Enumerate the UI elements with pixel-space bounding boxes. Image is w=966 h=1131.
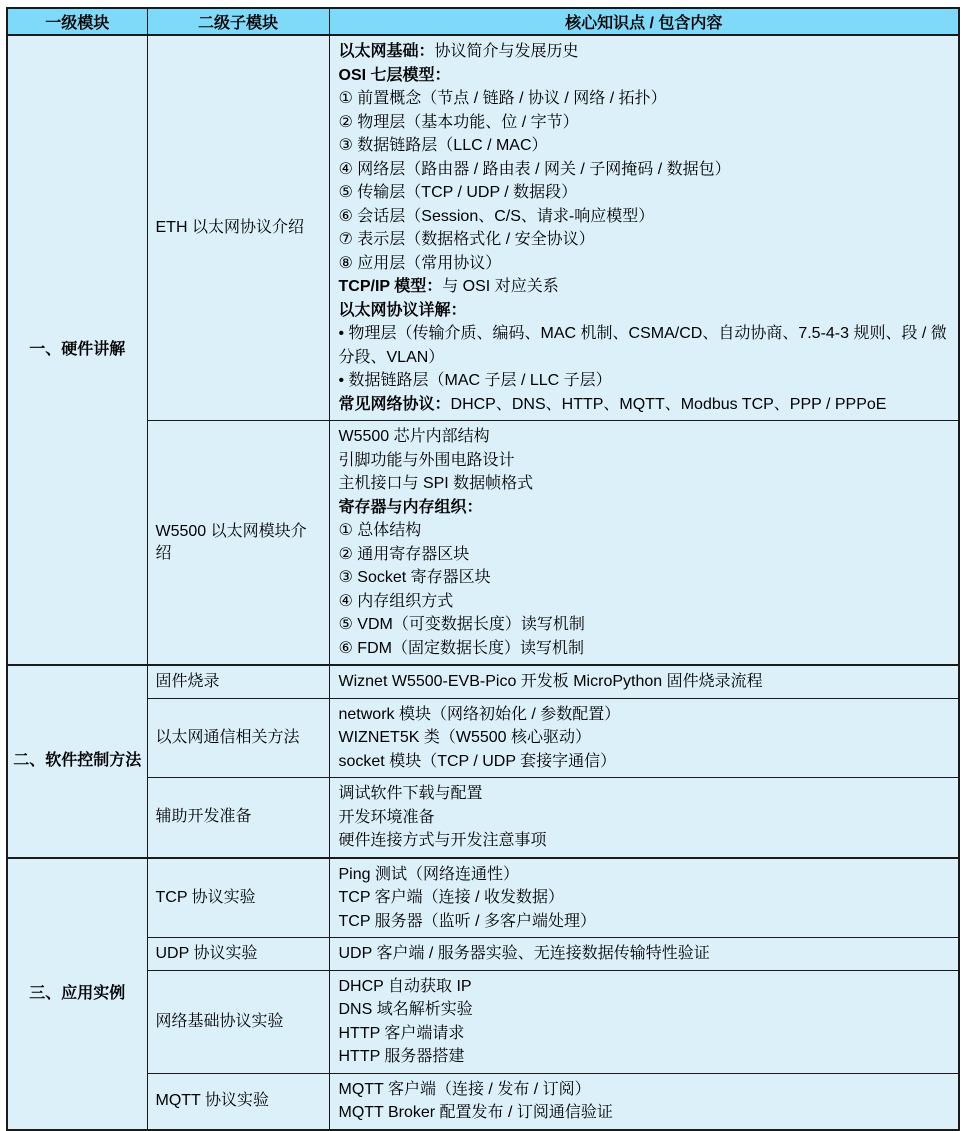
content-line: HTTP 客户端请求 [338, 1024, 465, 1042]
content-line: network 模块（网络初始化 / 参数配置） [338, 705, 621, 723]
content-line: DNS 域名解析实验 [338, 1001, 473, 1018]
content-line: 调试软件下载与配置 [338, 785, 483, 802]
content-line: W5500 芯片内部结构 [338, 428, 490, 445]
content-cell [329, 1073, 959, 1130]
content-line: ⑤ 传输层（TCP / UDP / 数据段） [338, 184, 578, 201]
content-cell [329, 970, 959, 1073]
content-line: ② 物理层（基本功能、位 / 字节） [338, 113, 579, 131]
content-cell [329, 665, 959, 698]
table-row [7, 665, 959, 698]
header-cell-submodule: 二级子模块 [147, 8, 329, 35]
table-row [7, 970, 959, 1073]
header-cell-content: 核心知识点 / 包含内容 [329, 8, 959, 35]
content-cell [329, 421, 959, 666]
module-cell: 二、软件控制方法 [7, 665, 147, 858]
module-cell: 三、应用实例 [7, 858, 147, 1130]
content-line: socket 模块（TCP / UDP 套接字通信） [338, 752, 617, 770]
content-line: ① 前置概念（节点 / 链路 / 协议 / 网络 / 拓扑） [338, 90, 667, 107]
content-cell [329, 698, 959, 778]
content-line: 以太网基础：协议简介与发展历史 [338, 43, 579, 60]
table-row [7, 698, 959, 778]
table-row [7, 35, 959, 421]
content-line: ③ Socket 寄存器区块 [338, 569, 491, 586]
submodule-cell: 固件烧录 [147, 665, 329, 698]
table-header [7, 8, 959, 35]
content-line: DHCP 自动获取 IP [338, 977, 472, 995]
content-line: OSI 七层模型： [338, 66, 451, 84]
content-cell [329, 778, 959, 858]
table-body [7, 35, 959, 1130]
table-row [7, 938, 959, 971]
content-line: WIZNET5K 类（W5500 核心驱动） [338, 729, 591, 746]
content-cell [329, 858, 959, 938]
content-line: ② 通用寄存器区块 [338, 545, 470, 563]
content-line: ① 总体结构 [338, 522, 422, 539]
content-line: 引脚功能与外围电路设计 [338, 451, 515, 469]
table-row [7, 778, 959, 858]
content-line: Wiznet W5500-EVB-Pico 开发板 MicroPython 固件烧录流程 [338, 673, 763, 690]
content-line: 开发环境准备 [338, 808, 435, 826]
table-row [7, 858, 959, 938]
content-line: MQTT Broker 配置发布 / 订阅通信验证 [338, 1104, 613, 1121]
content-line: 硬件连接方式与开发注意事项 [338, 832, 547, 849]
content-line: ④ 内存组织方式 [338, 592, 454, 610]
content-line: ⑥ 会话层（Session、C/S、请求-响应模型） [338, 207, 655, 225]
table-row [7, 421, 959, 666]
submodule-cell: W5500 以太网模块介绍 [147, 421, 329, 666]
content-line: TCP/IP 模型：与 OSI 对应关系 [338, 278, 559, 295]
content-line: ④ 网络层（路由器 / 路由表 / 网关 / 子网掩码 / 数据包） [338, 160, 731, 178]
content-line: ⑤ VDM（可变数据长度）读写机制 [338, 616, 585, 633]
content-line: Ping 测试（网络连通性） [338, 865, 519, 883]
table-row [7, 1073, 959, 1130]
submodule-cell: 辅助开发准备 [147, 778, 329, 858]
submodule-cell: MQTT 协议实验 [147, 1073, 329, 1130]
submodule-cell: UDP 协议实验 [147, 938, 329, 971]
module-cell: 一、硬件讲解 [7, 35, 147, 665]
submodule-cell: 网络基础协议实验 [147, 970, 329, 1073]
content-line: ③ 数据链路层（LLC / MAC） [338, 137, 548, 154]
course-outline-table [6, 7, 960, 1131]
content-cell [329, 938, 959, 971]
content-line: MQTT 客户端（连接 / 发布 / 订阅） [338, 1080, 591, 1098]
content-line: UDP 客户端 / 服务器实验、无连接数据传输特性验证 [338, 945, 710, 962]
content-cell [329, 35, 959, 421]
header-cell-module: 一级模块 [7, 8, 147, 35]
content-line: 寄存器与内存组织： [338, 498, 483, 516]
content-line: 常见网络协议：DHCP、DNS、HTTP、MQTT、Modbus TCP、PPP / PPPoE [338, 395, 887, 413]
content-line: TCP 客户端（连接 / 收发数据） [338, 889, 564, 906]
content-line: ⑧ 应用层（常用协议） [338, 254, 502, 272]
content-line: ⑥ FDM（固定数据长度）读写机制 [338, 639, 584, 657]
content-line: • 数据链路层（MAC 子层 / LLC 子层） [338, 372, 612, 389]
content-line: • 物理层（传输介质、编码、MAC 机制、CSMA/CD、自动协商、7.5-4-3 规则、段 / 微分段、VLAN） [338, 325, 947, 366]
submodule-cell: 以太网通信相关方法 [147, 698, 329, 778]
content-line: TCP 服务器（监听 / 多客户端处理） [338, 912, 596, 930]
submodule-cell: TCP 协议实验 [147, 858, 329, 938]
content-line: ⑦ 表示层（数据格式化 / 安全协议） [338, 231, 595, 248]
submodule-cell: ETH 以太网协议介绍 [147, 35, 329, 421]
header-row [7, 8, 959, 35]
content-line: 主机接口与 SPI 数据帧格式 [338, 475, 534, 492]
content-line: HTTP 服务器搭建 [338, 1048, 465, 1065]
content-line: 以太网协议详解： [338, 301, 467, 319]
